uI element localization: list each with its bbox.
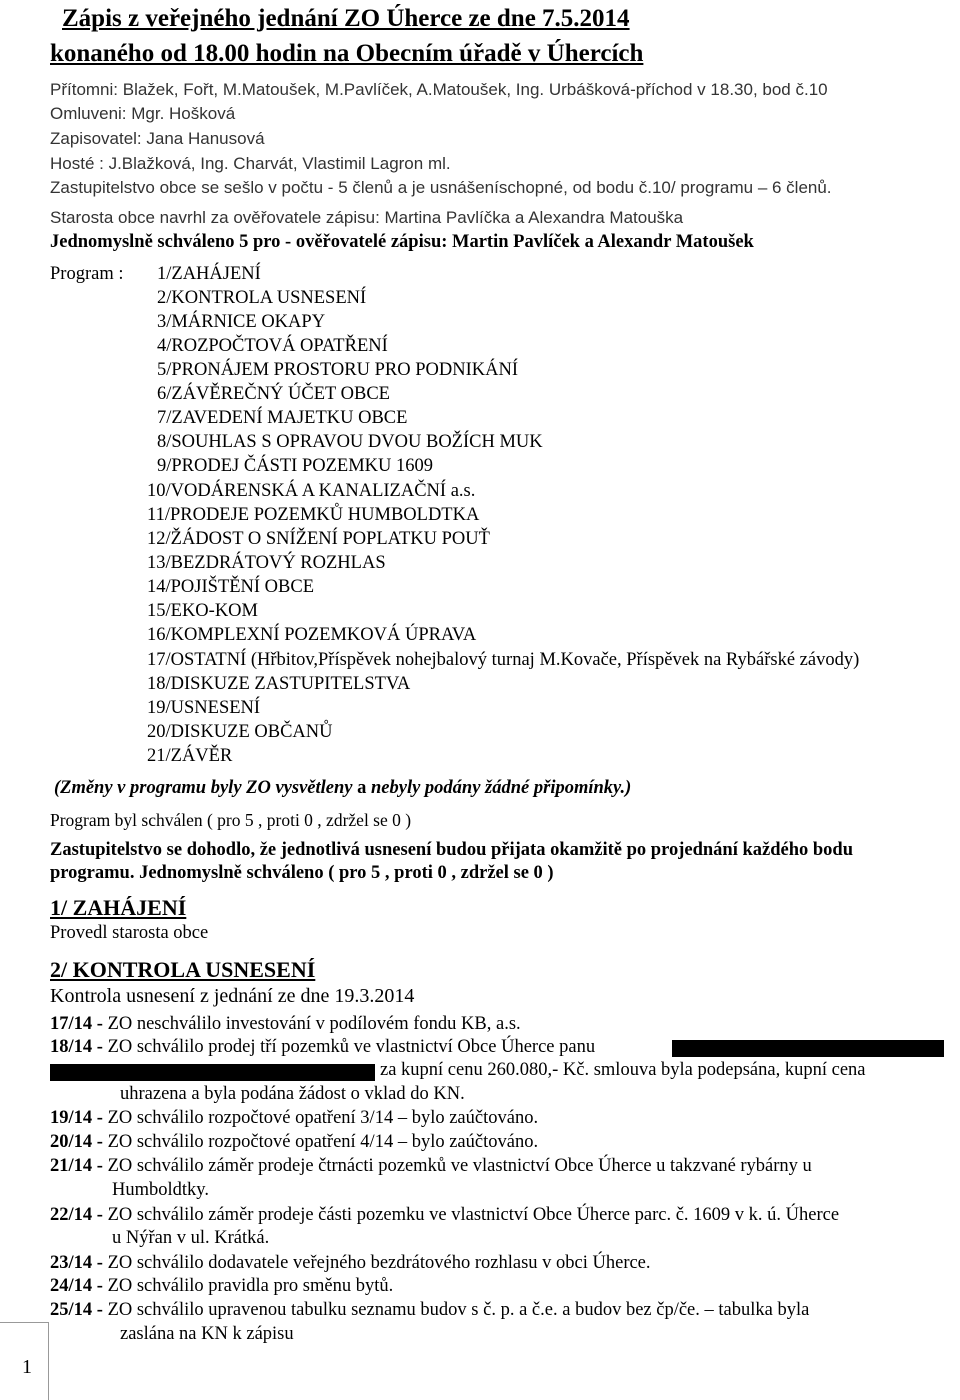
present-members: Přítomni: Blažek, Fořt, M.Matoušek, M.Pavlíček, A.Matoušek, Ing. Urbášková-příchod v 18.30, bod č.10 xyxy=(50,80,828,99)
resolution-text: ZO schválilo rozpočtové opatření 3/14 – bylo zaúčtováno. xyxy=(107,1108,539,1128)
program-item: 12/ŽÁDOST O SNÍŽENÍ POPLATKU POUŤ xyxy=(147,529,490,549)
section-1-text: Provedl starosta obce xyxy=(50,923,209,943)
resolution-text: uhrazena a byla podána žádost o vklad do KN. xyxy=(120,1084,465,1104)
program-item: 5/PRONÁJEM PROSTORU PRO PODNIKÁNÍ xyxy=(157,360,518,380)
resolution-text: za kupní cenu 260.080,- Kč. smlouva byla podepsána, kupní cena xyxy=(380,1060,866,1080)
resolution-number: 20/14 - xyxy=(50,1132,103,1152)
program-item: 15/EKO-KOM xyxy=(147,601,258,621)
program-item: 20/DISKUZE OBČANŮ xyxy=(147,722,333,742)
program-item: 4/ROZPOČTOVÁ OPATŘENÍ xyxy=(157,336,388,356)
resolution-number: 17/14 - xyxy=(50,1014,103,1034)
redacted-name xyxy=(672,1040,944,1057)
resolution xyxy=(50,1300,809,1321)
resolution-text: u Nýřan v ul. Krátká. xyxy=(112,1228,270,1248)
resolution xyxy=(50,1205,839,1226)
resolution-number: 18/14 - xyxy=(50,1037,103,1057)
resolution-number: 23/14 - xyxy=(50,1253,103,1273)
guests: Hosté : J.Blažková, Ing. Charvát, Vlastimil Lagron ml. xyxy=(50,154,451,173)
resolution-text: ZO schválilo pravidla pro směnu bytů. xyxy=(107,1276,394,1296)
resolution xyxy=(50,1156,812,1177)
section-1-heading: 1/ ZAHÁJENÍ xyxy=(50,895,187,920)
verifiers-approved: Jednomyslně schváleno 5 pro - ověřovatelé zápisu: Martin Pavlíček a Alexandr Matoušek xyxy=(50,232,754,252)
program-item: 10/VODÁRENSKÁ A KANALIZAČNÍ a.s. xyxy=(147,481,476,501)
resolution-number: 22/14 - xyxy=(50,1205,103,1225)
program-item: 17/OSTATNÍ (Hřbitov,Příspěvek nohejbalový turnaj M.Kovače, Příspěvek na Rybářské závody) xyxy=(147,650,860,670)
title-line-1: Zápis z veřejného jednání ZO Úherce ze dne 7.5.2014 xyxy=(62,5,630,32)
resolution-text: ZO schválilo záměr prodeje čtrnácti pozemků ve vlastnictví Obce Úherce u takzvané rybárny u xyxy=(107,1156,812,1176)
program-changes-note xyxy=(54,778,631,799)
agreement-line-1: Zastupitelstvo se dohodlo, že jednotlivá usnesení budou přijata okamžitě po projednání každého bodu xyxy=(50,840,853,860)
resolution-number: 25/14 - xyxy=(50,1300,103,1320)
program-item: 19/USNESENÍ xyxy=(147,698,261,718)
resolution xyxy=(50,1014,521,1035)
resolution-text: ZO schválilo dodavatele veřejného bezdrátového rozhlasu v obci Úherce. xyxy=(107,1253,651,1273)
quorum: Zastupitelstvo obce se sešlo v počtu - 5 členů a je usnášeníschopné, od bodu č.10/ programu – 6 členů. xyxy=(50,178,832,197)
redacted-name xyxy=(50,1064,375,1081)
resolution-number: 21/14 - xyxy=(50,1156,103,1176)
resolution-number: 19/14 - xyxy=(50,1108,103,1128)
resolution-text: ZO schválilo záměr prodeje části pozemku ve vlastnictví Obce Úherce parc. č. 1609 v k. ú. Úherce xyxy=(107,1205,840,1225)
program-changes-part-b: a xyxy=(357,778,367,798)
recorder: Zapisovatel: Jana Hanusová xyxy=(50,129,265,148)
title-line-2: konaného od 18.00 hodin na Obecním úřadě v Úhercích xyxy=(50,40,644,67)
resolution xyxy=(50,1253,651,1274)
program-item: 14/POJIŠTĚNÍ OBCE xyxy=(147,577,315,597)
program-label: Program : xyxy=(50,264,124,284)
program-item: 9/PRODEJ ČÁSTI POZEMKU 1609 xyxy=(157,456,433,476)
resolution-text: Humboldtky. xyxy=(112,1180,209,1200)
page-number: 1 xyxy=(22,1356,32,1378)
verifiers-proposal: Starosta obce navrhl za ověřovatele zápisu: Martina Pavlíčka a Alexandra Matouška xyxy=(50,208,684,227)
resolution xyxy=(50,1276,393,1297)
program-item: 18/DISKUZE ZASTUPITELSTVA xyxy=(147,674,411,694)
agreement-line-2: programu. Jednomyslně schváleno ( pro 5 , proti 0 , zdržel se 0 ) xyxy=(50,863,554,883)
resolution-text: ZO schválilo upravenou tabulku seznamu budov s č. p. a č.e. a budov bez čp/če. – tabulka byla xyxy=(107,1300,810,1320)
program-item: 11/PRODEJE POZEMKŮ HUMBOLDTKA xyxy=(147,505,480,525)
program-item: 16/KOMPLEXNÍ POZEMKOVÁ ÚPRAVA xyxy=(147,625,477,645)
program-item: 21/ZÁVĚR xyxy=(147,746,233,766)
program-changes-part-c: nebyly podány žádné připomínky.) xyxy=(370,778,632,798)
program-item: 1/ZAHÁJENÍ xyxy=(157,264,261,284)
resolution-text: ZO neschválilo investování v podílovém fondu KB, a.s. xyxy=(107,1014,521,1034)
excused-members: Omluveni: Mgr. Hošková xyxy=(50,104,236,123)
program-item: 6/ZÁVĚREČNÝ ÚČET OBCE xyxy=(157,384,390,404)
program-item: 2/KONTROLA USNESENÍ xyxy=(157,288,367,308)
section-2-heading: 2/ KONTROLA USNESENÍ xyxy=(50,957,316,982)
resolution xyxy=(50,1132,538,1153)
program-item: 8/SOUHLAS S OPRAVOU DVOU BOŽÍCH MUK xyxy=(157,432,543,452)
resolution-text: zaslána na KN k zápisu xyxy=(120,1324,294,1344)
program-item: 3/MÁRNICE OKAPY xyxy=(157,312,326,332)
program-approved: Program byl schválen ( pro 5 , proti 0 , zdržel se 0 ) xyxy=(50,810,412,830)
resolution-text: ZO schválilo rozpočtové opatření 4/14 – bylo zaúčtováno. xyxy=(107,1132,539,1152)
resolution xyxy=(50,1037,595,1058)
resolution-text: ZO schválilo prodej tří pozemků ve vlastnictví Obce Úherce panu xyxy=(107,1037,596,1057)
program-changes-part-a: (Změny v programu byly ZO vysvětleny xyxy=(54,778,353,798)
program-item: 7/ZAVEDENÍ MAJETKU OBCE xyxy=(157,408,408,428)
resolution xyxy=(50,1108,538,1129)
resolution-number: 24/14 - xyxy=(50,1276,103,1296)
program-item: 13/BEZDRÁTOVÝ ROZHLAS xyxy=(147,553,386,573)
section-2-text: Kontrola usnesení z jednání ze dne 19.3.2014 xyxy=(50,985,415,1007)
